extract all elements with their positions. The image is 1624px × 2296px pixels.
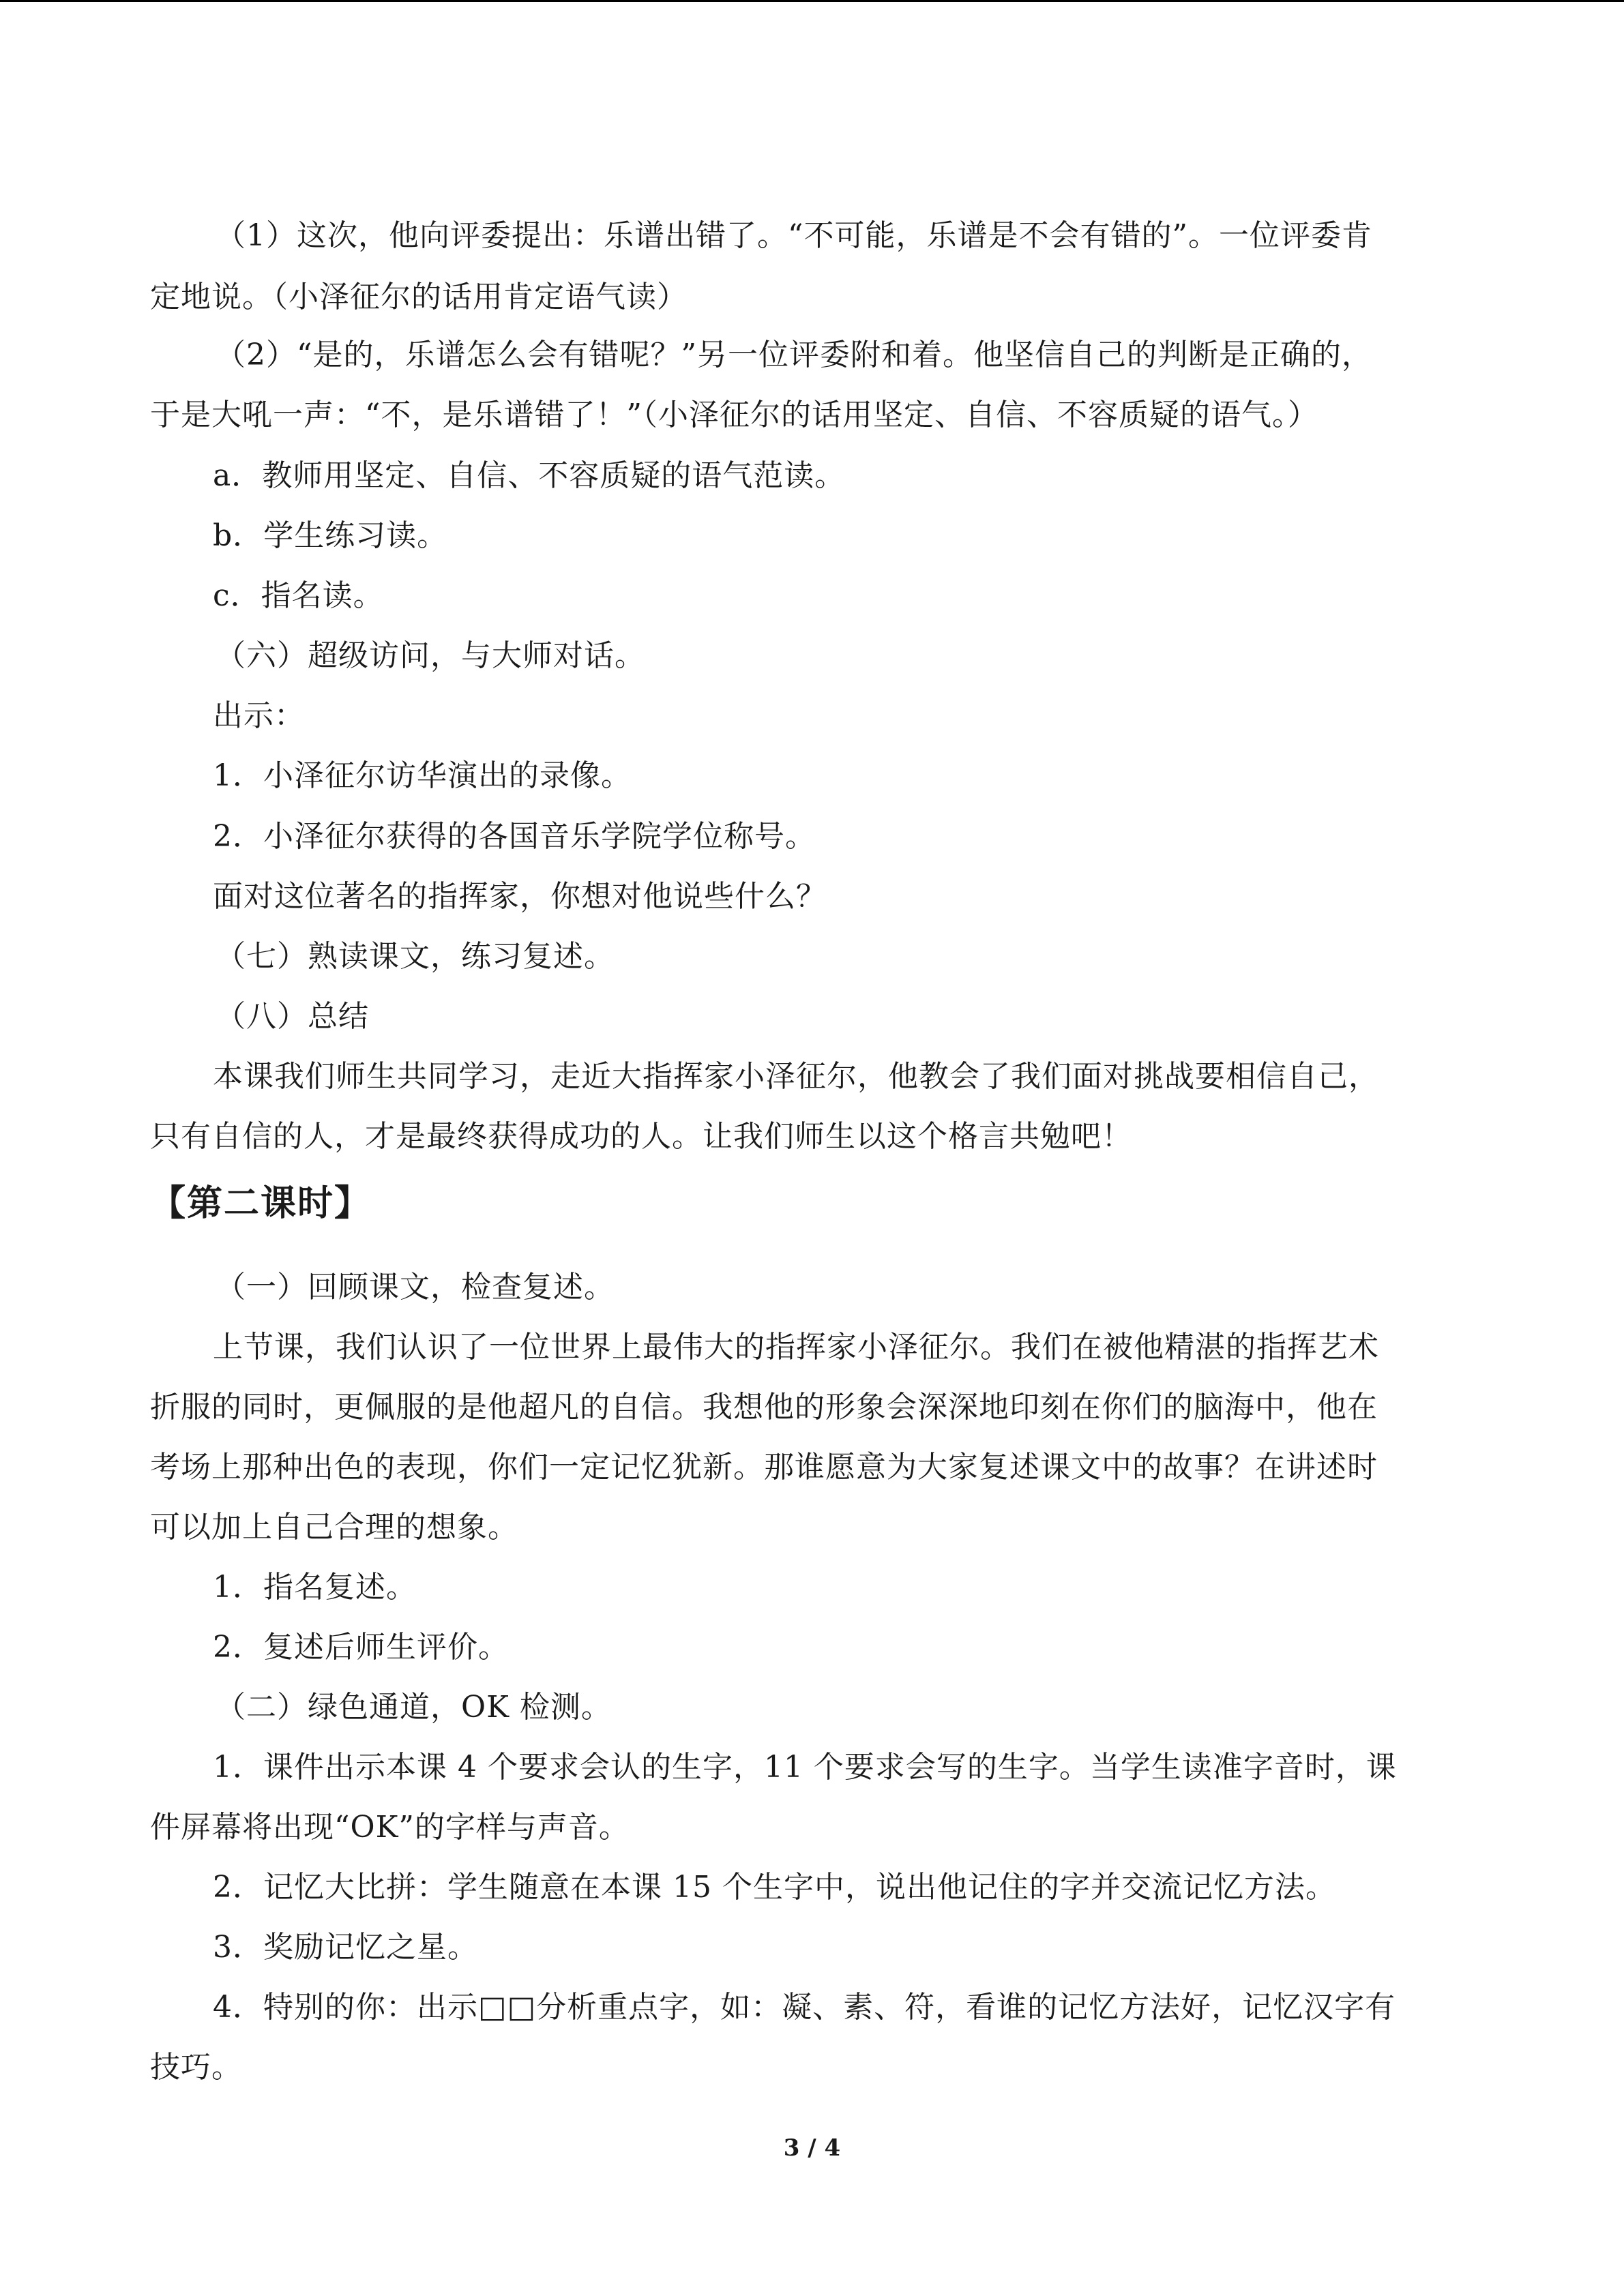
paragraph-line: 1．指名复述。 (213, 1570, 417, 1605)
paragraph-line: 面对这位著名的指挥家，你想对他说些什么？ (213, 879, 827, 914)
paragraph-line: （二）绿色通道，OK 检测。 (216, 1690, 612, 1725)
paragraph-line: 3．奖励记忆之星。 (213, 1930, 478, 1965)
paragraph-line: 本课我们师生共同学习，走近大指挥家小泽征尔，他教会了我们面对挑战要相信自己， (213, 1059, 1379, 1094)
paragraph-line: a．教师用坚定、自信、不容质疑的语气范读。 (213, 458, 846, 493)
paragraph-line: （1）这次，他向评委提出：乐谱出错了。“不可能，乐谱是不会有错的”。一位评委肯 (216, 218, 1372, 253)
paragraph-line: （一）回顾课文，检查复述。 (216, 1270, 615, 1304)
paragraph-line: 出示： (213, 698, 305, 733)
paragraph-line: （八）总结 (216, 999, 369, 1034)
paragraph-line: 2．小泽征尔获得的各国音乐学院学位称号。 (213, 819, 816, 854)
paragraph-line: 于是大吼一声：“不，是乐谱错了！”（小泽征尔的话用坚定、自信、不容质疑的语气。） (150, 398, 1318, 432)
paragraph-line: （七）熟读课文，练习复述。 (216, 939, 615, 974)
section-heading: 【第二课时】 (150, 1182, 372, 1224)
paragraph-line: b．学生练习读。 (213, 518, 448, 553)
paragraph-line: 4．特别的你：出示□□分析重点字，如：凝、素、符，看谁的记忆方法好，记忆汉字有 (213, 1990, 1396, 2025)
paragraph-line: 定地说。（小泽征尔的话用肯定语气读） (150, 280, 688, 314)
page-number: 3 / 4 (783, 2134, 841, 2162)
paragraph-line: 可以加上自己合理的想象。 (150, 1510, 518, 1545)
paragraph-line: （六）超级访问，与大师对话。 (216, 638, 645, 673)
paragraph-line: 折服的同时，更佩服的是他超凡的自信。我想他的形象会深深地印刻在你们的脑海中，他在 (150, 1390, 1378, 1425)
paragraph-line: 考场上那种出色的表现，你们一定记忆犹新。那谁愿意为大家复述课文中的故事？在讲述时 (150, 1450, 1378, 1485)
paragraph-line: 件屏幕将出现“OK”的字样与声音。 (150, 1810, 630, 1845)
paragraph-line: 1．课件出示本课 4 个要求会认的生字，11 个要求会写的生字。当学生读准字音时，课 (213, 1750, 1397, 1785)
paragraph-line: 上节课，我们认识了一位世界上最伟大的指挥家小泽征尔。我们在被他精湛的指挥艺术 (213, 1330, 1379, 1365)
paragraph-line: 技巧。 (150, 2050, 242, 2085)
paragraph-line: 2．复述后师生评价。 (213, 1630, 509, 1665)
paragraph-line: 1．小泽征尔访华演出的录像。 (213, 758, 632, 793)
paragraph-line: （2）“是的，乐谱怎么会有错呢？”另一位评委附和着。他坚信自己的判断是正确的， (216, 338, 1372, 372)
paragraph-line: 只有自信的人，才是最终获得成功的人。让我们师生以这个格言共勉吧！ (150, 1119, 1132, 1154)
paragraph-line: c．指名读。 (213, 578, 384, 613)
paragraph-line: 2．记忆大比拼：学生随意在本课 15 个生字中，说出他记住的字并交流记忆方法。 (213, 1870, 1336, 1905)
